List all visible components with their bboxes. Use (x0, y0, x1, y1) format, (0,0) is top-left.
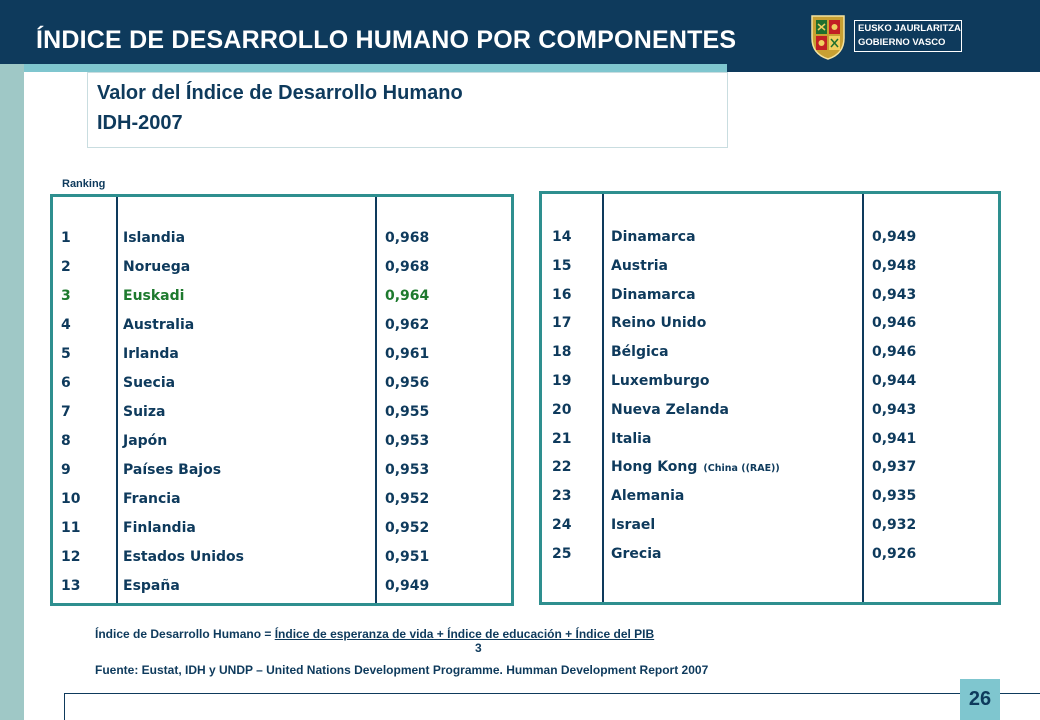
country-cell (123, 404, 165, 420)
country-cell (123, 288, 184, 304)
country-name: Francia (123, 491, 181, 507)
footer-tick (64, 693, 65, 720)
table-row (542, 517, 998, 545)
country-cell (611, 287, 696, 303)
country-name: Euskadi (123, 288, 185, 304)
rank-cell: 11 (61, 520, 81, 536)
country-name: España (123, 578, 180, 594)
table-row (542, 488, 998, 516)
logo-text-basque: EUSKO JAURLARITZA (858, 23, 961, 34)
value-cell: 0,956 (385, 375, 430, 391)
left-accent-bar (0, 64, 24, 720)
table-row (53, 404, 511, 432)
rank-cell: 17 (552, 315, 572, 332)
rank-cell: 12 (61, 549, 81, 565)
country-cell (123, 317, 194, 333)
rank-cell: 8 (61, 433, 71, 449)
subtitle-line-2: IDH-2007 (97, 112, 183, 134)
header-accent-stripe (0, 64, 727, 72)
table-row (542, 373, 998, 401)
rank-cell: 19 (552, 373, 572, 389)
rank-cell: 25 (552, 545, 572, 562)
table-row (53, 288, 511, 316)
country-name: Finlandia (123, 520, 196, 536)
table-row (542, 459, 998, 487)
table-row (53, 230, 511, 258)
country-cell (611, 315, 706, 331)
country-name: Irlanda (123, 346, 179, 362)
idh-formula (95, 627, 654, 641)
table-row (53, 578, 511, 606)
table-row (542, 344, 998, 372)
rank-cell: 4 (61, 317, 71, 333)
value-cell: 0,961 (385, 346, 430, 362)
ranking-label: Ranking (62, 178, 106, 190)
country-name: Países Bajos (123, 462, 222, 478)
country-name: Luxemburgo (611, 373, 710, 389)
rank-cell: 10 (61, 491, 81, 507)
table-row (53, 549, 511, 577)
rank-cell: 3 (61, 288, 71, 304)
rank-cell: 14 (552, 229, 572, 245)
value-cell: 0,926 (872, 545, 917, 562)
country-name: Suecia (123, 375, 176, 391)
table-row (542, 431, 998, 459)
country-cell (123, 230, 185, 246)
value-cell: 0,943 (872, 401, 917, 418)
value-cell: 0,955 (385, 404, 430, 420)
footer-line (64, 693, 1040, 694)
country-name: Israel (611, 517, 656, 533)
country-name: Dinamarca (611, 286, 696, 303)
country-name: Noruega (123, 259, 191, 275)
value-cell: 0,962 (385, 317, 430, 333)
country-cell (611, 546, 661, 562)
country-name: Grecia (611, 545, 662, 562)
country-cell (123, 259, 190, 275)
country-cell (123, 375, 175, 391)
country-name: Dinamarca (611, 229, 696, 245)
value-cell: 0,952 (385, 491, 430, 507)
country-cell (123, 578, 180, 594)
logo-text-box (854, 20, 962, 52)
logo-text-spanish: GOBIERNO VASCO (858, 37, 946, 48)
value-cell: 0,949 (385, 578, 430, 594)
country-name: Islandia (123, 230, 186, 246)
formula-lhs: Índice de Desarrollo Humano = (95, 627, 275, 641)
subtitle-box (87, 72, 728, 148)
value-cell: 0,952 (385, 520, 430, 536)
rank-cell: 6 (61, 375, 71, 391)
value-cell: 0,941 (872, 430, 917, 447)
rank-cell: 20 (552, 401, 572, 418)
country-cell (611, 373, 710, 389)
country-name: Italia (611, 430, 652, 447)
rank-cell: 23 (552, 488, 572, 505)
country-cell (123, 491, 181, 507)
value-cell: 0,937 (872, 459, 917, 476)
value-cell: 0,944 (872, 373, 917, 389)
rank-cell: 22 (552, 459, 572, 476)
coat-of-arms-icon (806, 12, 850, 60)
value-cell: 0,968 (385, 259, 430, 275)
country-name: Suiza (123, 404, 166, 420)
rank-cell: 2 (61, 259, 71, 275)
table-row (542, 258, 998, 286)
country-cell (123, 462, 221, 478)
value-cell: 0,935 (872, 488, 917, 505)
country-cell (611, 344, 669, 360)
subtitle-line-1: Valor del Índice de Desarrollo Humano (97, 82, 463, 104)
rank-cell: 9 (61, 462, 71, 478)
table-row (53, 491, 511, 519)
table-row (53, 346, 511, 374)
source-note: Fuente: Eustat, IDH y UNDP – United Nations Development Programme. Humman Development Report 2007 (95, 663, 709, 677)
value-cell: 0,968 (385, 230, 430, 246)
country-name: Reino Unido (611, 315, 707, 332)
country-name: Japón (123, 433, 168, 449)
table-row (542, 229, 998, 257)
value-cell: 0,946 (872, 315, 917, 332)
table-row (53, 433, 511, 461)
country-cell (611, 431, 651, 447)
country-cell (611, 517, 655, 533)
country-cell (611, 258, 668, 274)
rank-cell: 15 (552, 257, 572, 274)
country-cell (123, 549, 244, 565)
country-cell (611, 488, 684, 504)
rank-cell: 5 (61, 346, 71, 362)
country-cell (123, 346, 179, 362)
value-cell: 0,932 (872, 517, 917, 533)
value-cell: 0,953 (385, 433, 430, 449)
table-row (53, 462, 511, 490)
country-cell (611, 229, 696, 245)
value-cell: 0,948 (872, 257, 917, 274)
header-bar (0, 0, 1040, 72)
table-row (542, 287, 998, 315)
value-cell: 0,964 (385, 288, 430, 304)
rank-cell: 18 (552, 344, 572, 361)
page-number: 26 (960, 679, 1000, 720)
table-row (53, 520, 511, 548)
page-title: ÍNDICE DE DESARROLLO HUMANO POR COMPONENTES (36, 26, 737, 54)
value-cell: 0,953 (385, 462, 430, 478)
country-cell (611, 402, 729, 418)
country-cell (123, 520, 196, 536)
country-name: Estados Unidos (123, 549, 244, 565)
rank-cell: 24 (552, 517, 572, 533)
formula-denominator: 3 (475, 641, 482, 655)
rank-cell: 21 (552, 430, 572, 447)
country-name: Bélgica (611, 344, 669, 361)
value-cell: 0,951 (385, 549, 430, 565)
value-cell: 0,946 (872, 344, 917, 361)
rank-cell: 1 (61, 230, 71, 246)
country-name: Hong Kong (611, 459, 698, 476)
value-cell: 0,949 (872, 229, 917, 245)
country-name: Austria (611, 257, 668, 274)
table-row (53, 259, 511, 287)
country-name: Alemania (611, 488, 685, 505)
rank-cell: 13 (61, 578, 81, 594)
table-row (542, 546, 998, 574)
country-cell (611, 459, 780, 475)
ranking-table-right (539, 191, 1001, 605)
table-row (542, 315, 998, 343)
table-row (542, 402, 998, 430)
country-cell (123, 433, 167, 449)
country-name: Australia (123, 317, 195, 333)
value-cell: 0,943 (872, 286, 917, 303)
ranking-table-left (50, 194, 514, 606)
rank-cell: 7 (61, 404, 71, 420)
country-note: (China ((RAE)) (703, 463, 780, 475)
table-row (53, 375, 511, 403)
gobierno-vasco-logo (806, 12, 962, 60)
rank-cell: 16 (552, 286, 572, 303)
table-row (53, 317, 511, 345)
country-name: Nueva Zelanda (611, 401, 729, 418)
formula-numerator: Índice de esperanza de vida + Índice de educación + Índice del PIB (274, 627, 655, 641)
